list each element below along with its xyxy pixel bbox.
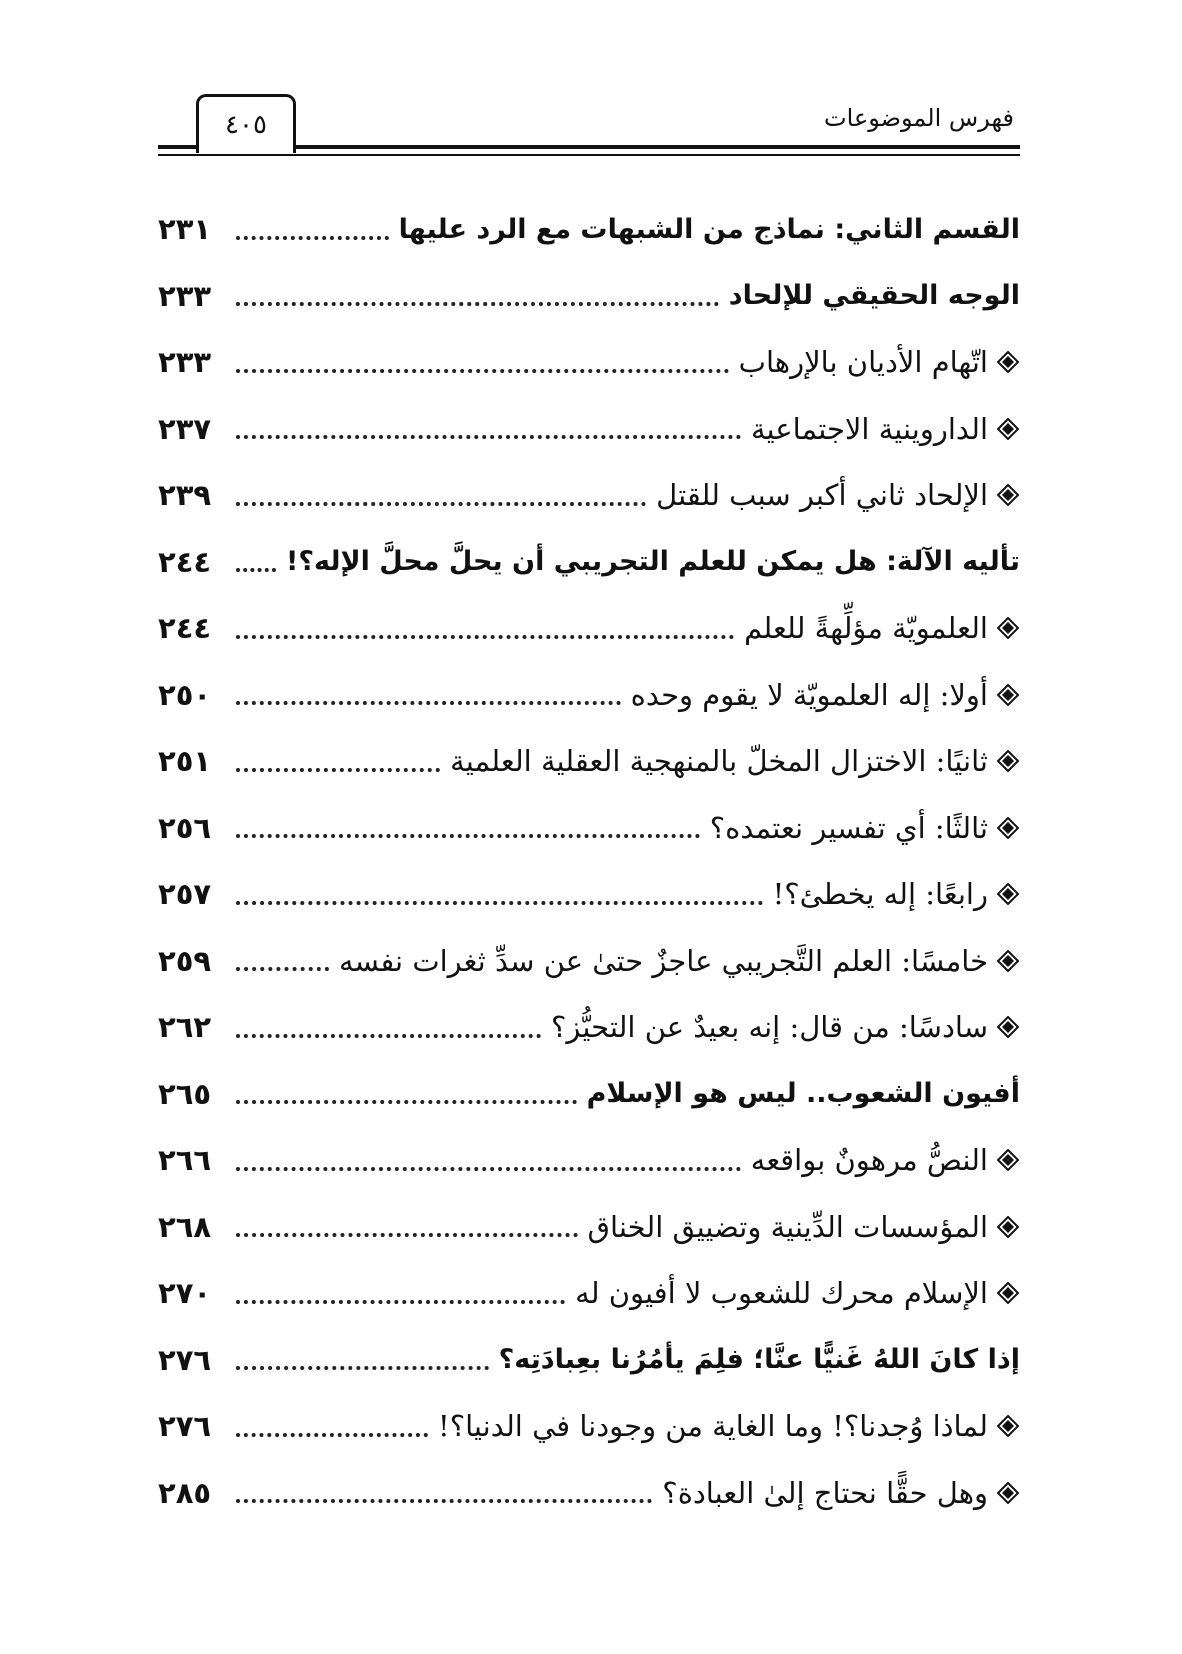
toc-entry <box>158 1127 1020 1194</box>
diamond-bullet-icon <box>996 350 1020 374</box>
toc-entry <box>158 1393 1020 1460</box>
diamond-bullet-icon <box>996 417 1020 441</box>
dot-leader <box>236 898 763 905</box>
toc-entry <box>158 1260 1020 1327</box>
toc-entry <box>158 196 1020 263</box>
toc-entry-title: تأليه الآلة: هل يمكن للعلم التجريبي أن يحلَّ محلَّ الإله؟! <box>286 546 1020 578</box>
toc-entry <box>158 861 1020 928</box>
diamond-bullet-icon <box>996 1148 1020 1172</box>
toc-entry <box>158 595 1020 662</box>
dot-leader <box>236 964 329 971</box>
diamond-bullet-icon <box>996 1215 1020 1239</box>
toc-entry-title: الوجه الحقيقي للإلحاد <box>728 280 1020 312</box>
toc-entry-page: ٢٨٥ <box>158 1475 212 1510</box>
toc-entry-page: ٢٤٤ <box>158 611 212 646</box>
dot-leader <box>236 1097 577 1104</box>
toc-entry-page: ٢٦٢ <box>158 1010 212 1045</box>
diamond-bullet-icon <box>996 949 1020 973</box>
toc-entry-title: النصُّ مرهونٌ بواقعه <box>750 1143 988 1178</box>
dot-leader <box>236 1230 578 1237</box>
toc-entry-page: ٢٥٦ <box>158 810 212 845</box>
toc-entry <box>158 728 1020 795</box>
header-rule-thin <box>158 154 1020 156</box>
toc-entry-title: رابعًا: إله يخطئ؟! <box>772 877 988 912</box>
diamond-bullet-icon <box>996 483 1020 507</box>
toc-entry <box>158 462 1020 529</box>
toc-entry-title: الإلحاد ثاني أكبر سبب للقتل <box>656 478 988 513</box>
diamond-bullet-icon <box>996 1015 1020 1039</box>
toc-entry-title: الداروينية الاجتماعية <box>751 411 988 446</box>
toc-entry-title: لماذا وُجدنا؟! وما الغاية من وجودنا في الدنيا؟! <box>438 1409 988 1444</box>
diamond-bullet-icon <box>996 749 1020 773</box>
toc-entry <box>158 1194 1020 1261</box>
running-header: فهرس الموضوعات <box>824 104 1014 132</box>
page-number-tab <box>196 94 296 153</box>
dot-leader <box>236 1430 428 1437</box>
dot-leader <box>236 1496 652 1503</box>
toc-entry-page: ٢٣٩ <box>158 478 212 513</box>
toc-entry-title: الإسلام محرك للشعوب لا أفيون له <box>575 1276 988 1311</box>
diamond-bullet-icon <box>996 616 1020 640</box>
dot-leader <box>236 698 621 705</box>
page-number: ٤٠٥ <box>225 110 267 140</box>
table-of-contents <box>158 196 1020 1526</box>
toc-entry-page: ٢٥٠ <box>158 677 212 712</box>
dot-leader <box>236 233 389 240</box>
toc-entry <box>158 928 1020 995</box>
toc-entry-page: ٢٧٦ <box>158 1409 212 1444</box>
toc-entry-title: المؤسسات الدِّينية وتضييق الخناق <box>587 1209 988 1244</box>
dot-leader <box>236 632 734 639</box>
toc-entry <box>158 263 1020 330</box>
toc-entry-page: ٢٣٧ <box>158 411 212 446</box>
toc-entry-title: أولا: إله العلمويّة لا يقوم وحده <box>630 677 988 712</box>
toc-entry-title: العلمويّة مؤلِّهةً للعلم <box>744 611 988 646</box>
diamond-bullet-icon <box>996 816 1020 840</box>
toc-entry-title: ثالثًا: أي تفسير نعتمده؟ <box>709 810 988 845</box>
dot-leader <box>236 1363 489 1370</box>
toc-entry <box>158 1460 1020 1527</box>
dot-leader <box>236 1164 741 1171</box>
toc-entry-title: ثانيًا: الاختزال المخلّ بالمنهجية العقلية العلمية <box>450 744 988 779</box>
toc-entry-page: ٢٧٦ <box>158 1342 212 1377</box>
toc-entry-title: خامسًا: العلم التَّجريبي عاجزٌ حتىٰ عن سدِّ ثغرات نفسه <box>338 943 988 978</box>
toc-entry-page: ٢٥١ <box>158 744 212 779</box>
toc-entry <box>158 329 1020 396</box>
toc-entry-page: ٢٣٣ <box>158 278 212 313</box>
diamond-bullet-icon <box>996 1281 1020 1305</box>
dot-leader <box>236 499 646 506</box>
toc-entry <box>158 795 1020 862</box>
toc-entry-page: ٢٣١ <box>158 212 212 247</box>
dot-leader <box>236 831 700 838</box>
dot-leader <box>236 366 729 373</box>
diamond-bullet-icon <box>996 1481 1020 1505</box>
dot-leader <box>236 765 440 772</box>
toc-entry-page: ٢٦٨ <box>158 1209 212 1244</box>
toc-entry-page: ٢٣٣ <box>158 345 212 380</box>
toc-entry-title: إذا كانَ اللهُ غَنيًّا عنَّا؛ فلِمَ يأمُرُنا بعِبادَتِه؟ <box>498 1344 1020 1376</box>
toc-entry <box>158 396 1020 463</box>
toc-entry-title: أفيون الشعوب.. ليس هو الإسلام <box>586 1078 1020 1110</box>
toc-entry <box>158 994 1020 1061</box>
toc-entry-title: اتّهام الأديان بالإرهاب <box>738 345 988 380</box>
dot-leader <box>236 565 276 572</box>
diamond-bullet-icon <box>996 1414 1020 1438</box>
toc-entry-page: ٢٦٦ <box>158 1143 212 1178</box>
toc-entry-title: سادسًا: من قال: إنه بعيدٌ عن التحيُّز؟ <box>550 1010 988 1045</box>
toc-entry-page: ٢٥٩ <box>158 943 212 978</box>
dot-leader <box>236 432 741 439</box>
dot-leader <box>236 299 719 306</box>
toc-entry-page: ٢٧٠ <box>158 1276 212 1311</box>
toc-entry-title: القسم الثاني: نماذج من الشبهات مع الرد عليها <box>398 213 1020 245</box>
toc-entry-page: ٢٤٤ <box>158 544 212 579</box>
diamond-bullet-icon <box>996 882 1020 906</box>
toc-entry <box>158 1327 1020 1394</box>
dot-leader <box>236 1031 541 1038</box>
toc-entry <box>158 662 1020 729</box>
dot-leader <box>236 1297 565 1304</box>
toc-entry-page: ٢٦٥ <box>158 1076 212 1111</box>
toc-entry-page: ٢٥٧ <box>158 877 212 912</box>
toc-entry <box>158 529 1020 596</box>
toc-entry-title: وهل حقًّا نحتاج إلىٰ العبادة؟ <box>662 1475 988 1510</box>
toc-entry <box>158 1061 1020 1128</box>
diamond-bullet-icon <box>996 683 1020 707</box>
